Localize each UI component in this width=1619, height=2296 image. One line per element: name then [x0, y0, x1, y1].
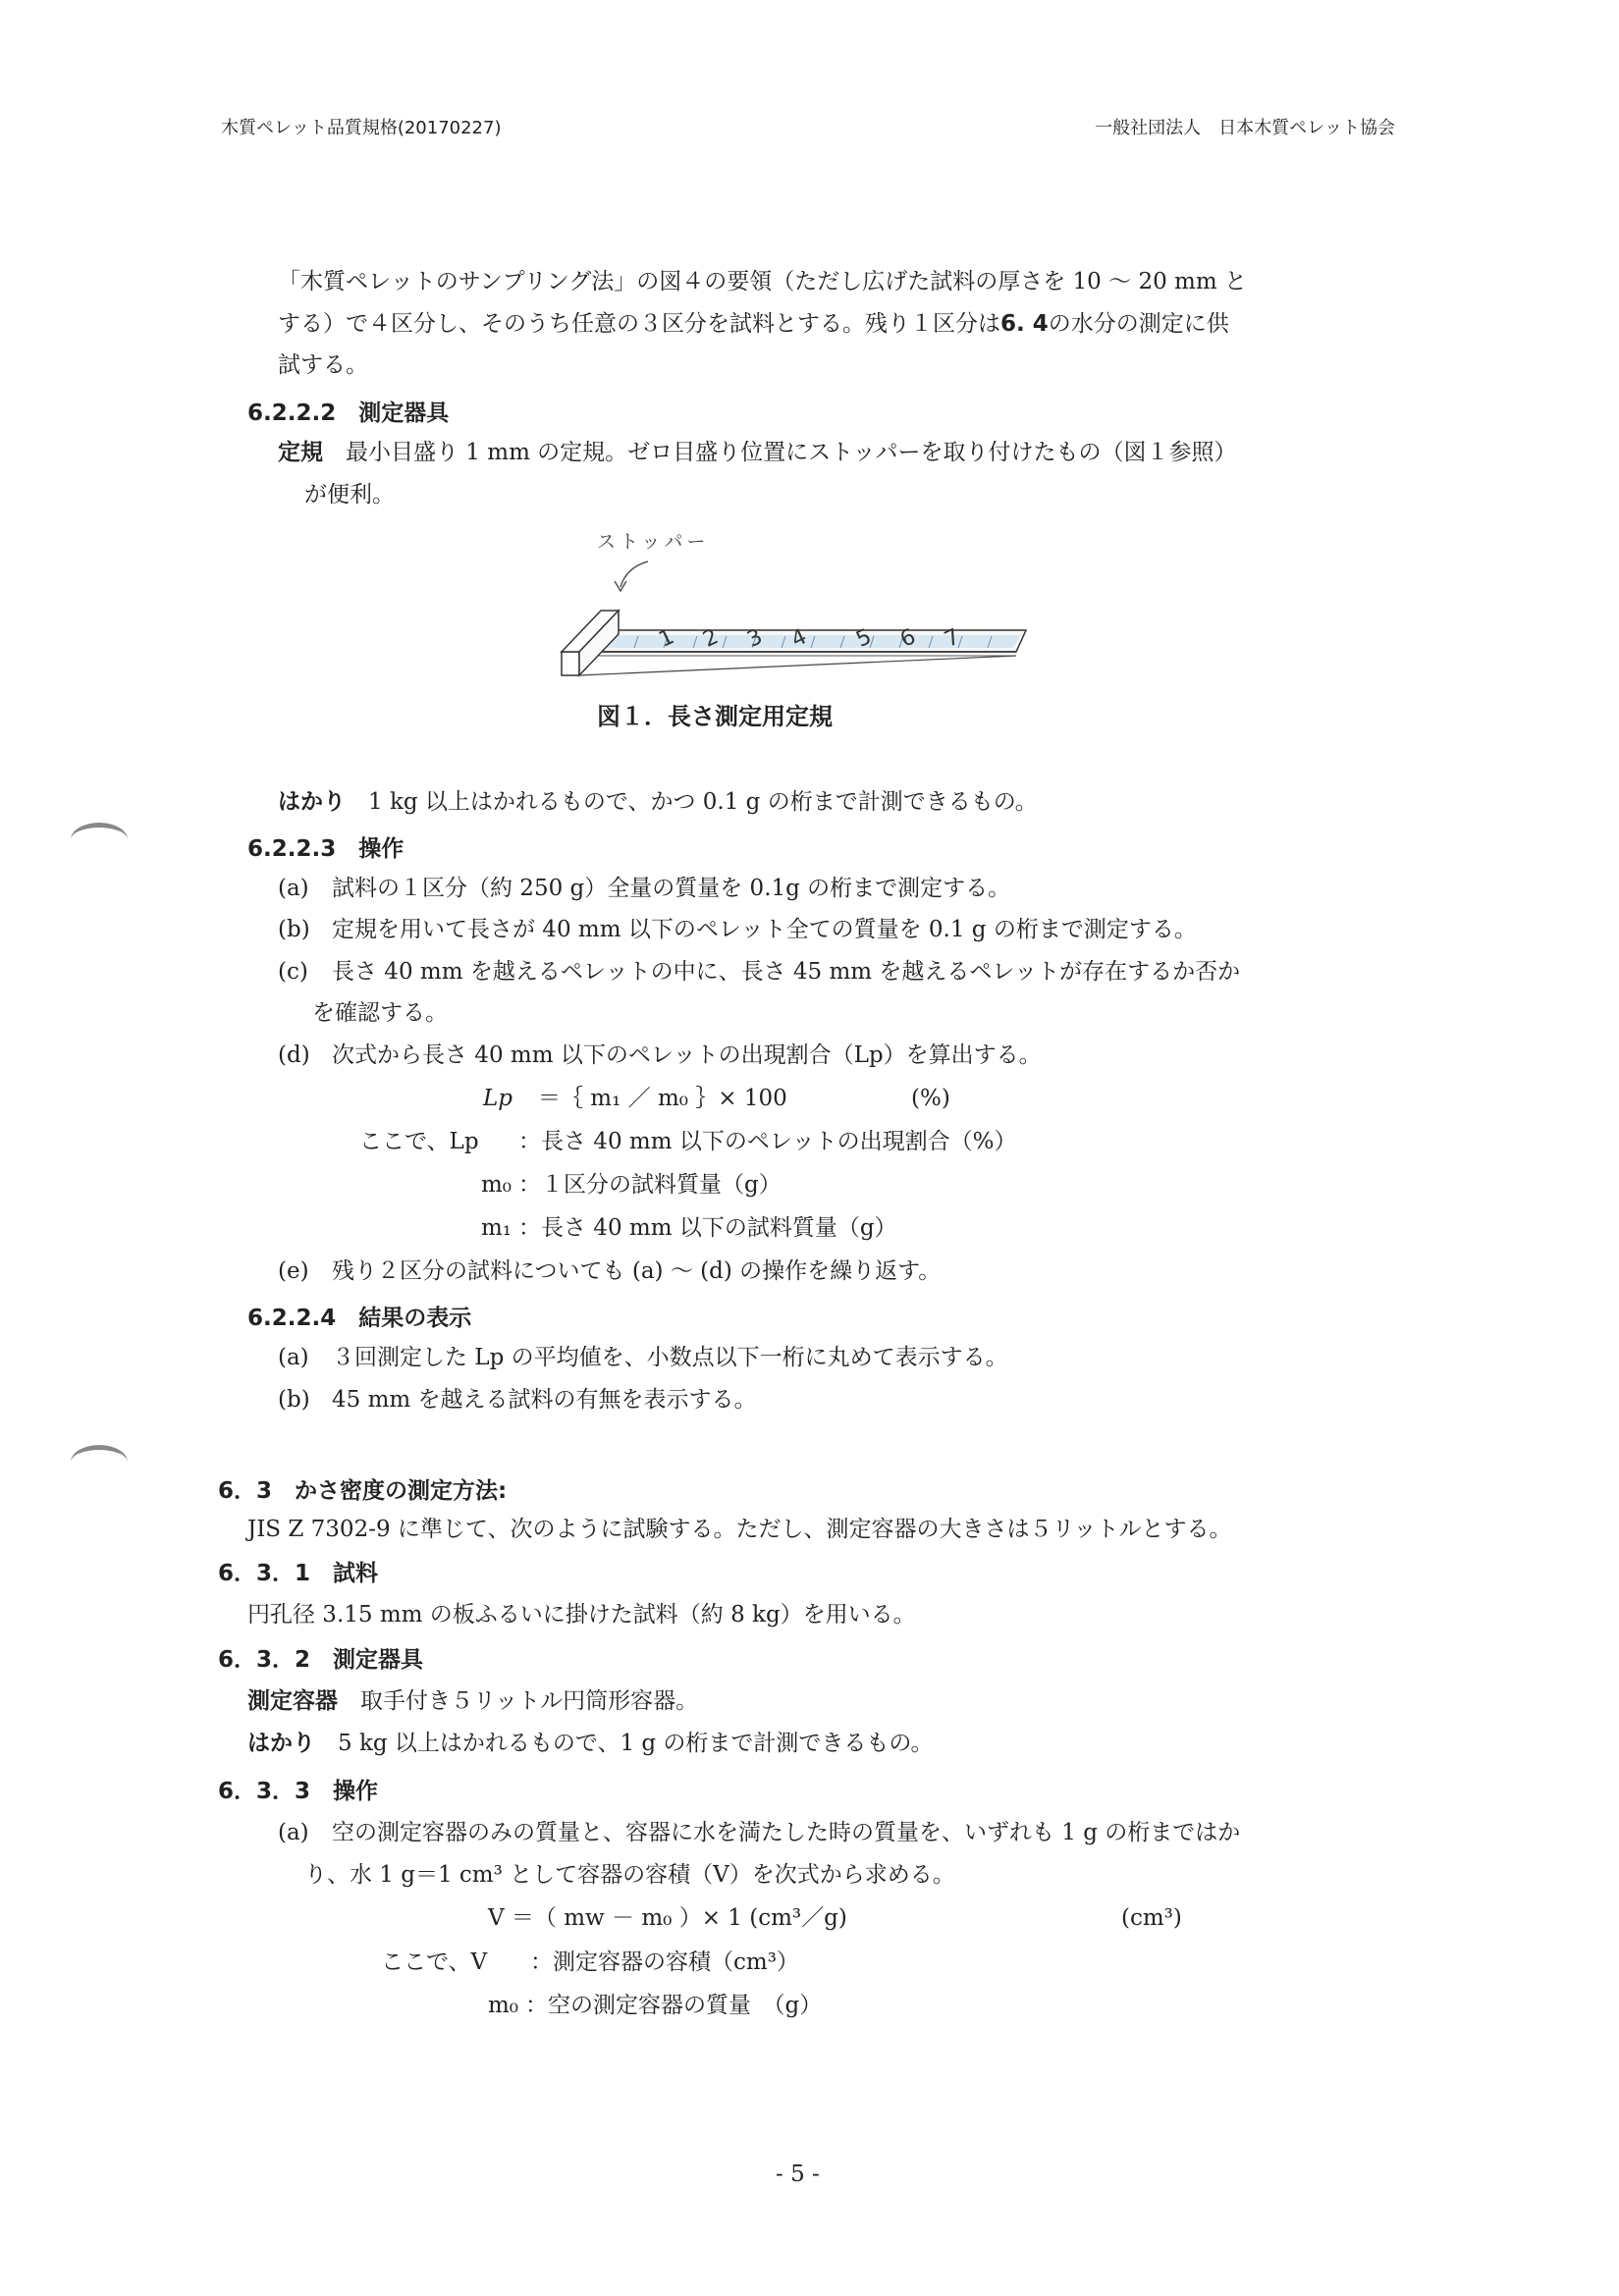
heading-6222: 6.2.2.2 測定器具 — [247, 400, 450, 426]
ruler-term: 定規 — [278, 440, 323, 465]
where-v-lead: ここで、V — [381, 1949, 488, 1975]
where-v-desc: ：測定容器の容積（cm³） — [530, 1949, 799, 1975]
step-d-label: (d) — [278, 1042, 310, 1068]
result-b-label: (b) — [278, 1387, 310, 1413]
where-m1-sym: m₁ — [481, 1215, 513, 1241]
s63-text: JIS Z 7302-9 に準じて、次のように試験する。ただし、測定容器の大きさは５リットルとする。 — [247, 1517, 1232, 1542]
intro-line-1: 「木質ペレットのサンプリング法」の図４の要領（ただし広げた試料の厚さを 10 ～ 20 mm と — [278, 269, 1247, 294]
where-lp-desc: ：長さ 40 mm 以下のペレットの出現割合（%） — [518, 1129, 1017, 1154]
scale-line — [278, 785, 1038, 819]
formula-lp-rhs: ＝｛ m₁ ／ m₀ ｝× 100 — [538, 1086, 787, 1111]
page-number: - 5 - — [776, 2162, 820, 2187]
heading-6223: 6.2.2.3 操作 — [247, 836, 405, 862]
ruler-figure — [530, 520, 1041, 687]
intro-line-3: 試する。 — [278, 352, 368, 378]
where-m1-desc: ：長さ 40 mm 以下の試料質量（g） — [518, 1215, 897, 1241]
heading-63: 6．3 かさ密度の測定方法: — [218, 1478, 508, 1504]
scale-5kg-line — [247, 1727, 934, 1760]
intro-line-2 — [278, 307, 1229, 341]
step-c-text-1: 長さ 40 mm を越えるペレットの中に、長さ 45 mm を越えるペレットが存在するか否か — [332, 959, 1241, 985]
figure-caption: 図１．長さ測定用定規 — [597, 703, 833, 730]
vol-a-text-1: 空の測定容器のみの質量と、容器に水を満たした時の質量を、いずれも 1 g の桁まではか — [332, 1820, 1241, 1845]
step-e-text: 残り２区分の試料についても (a) ～ (d) の操作を繰り返す。 — [332, 1258, 942, 1284]
step-c-text-2: を確認する。 — [312, 1000, 448, 1026]
header-left: 木質ペレット品質規格(20170227) — [221, 118, 502, 138]
scale-number-7: 7 — [941, 624, 964, 653]
intro-line-2-b: の水分の測定に供 — [1048, 311, 1229, 337]
s631-text: 円孔径 3.15 mm の板ふるいに掛けた試料（約 8 kg）を用いる。 — [247, 1602, 916, 1628]
ruler-text: 最小目盛り 1 mm の定規。ゼロ目盛り位置にストッパーを取り付けたもの（図１参照） — [346, 440, 1237, 465]
step-a-label: (a) — [278, 876, 309, 901]
scale-5kg-term: はかり — [247, 1731, 315, 1756]
step-a-text: 試料の１区分（約 250 g）全量の質量を 0.1g の桁まで測定する。 — [332, 876, 1011, 901]
step-e-label: (e) — [278, 1258, 309, 1284]
scale-number-3: 3 — [743, 624, 767, 653]
step-c-label: (c) — [278, 959, 308, 985]
header-right: 一般社団法人 日本木質ペレット協会 — [1095, 118, 1395, 138]
vol-a-label: (a) — [278, 1820, 309, 1845]
scale-number-5: 5 — [852, 624, 876, 653]
scale-number-6: 6 — [896, 624, 920, 653]
scale-number-2: 2 — [699, 624, 723, 653]
intro-section-ref: 6. 4 — [1000, 311, 1049, 337]
vol-a-text-2: り、水 1 g＝1 cm³ として容器の容積（V）を次式から求める。 — [304, 1862, 955, 1888]
step-d-text: 次式から長さ 40 mm 以下のペレットの出現割合（Lp）を算出する。 — [332, 1042, 1042, 1068]
result-a-text: ３回測定した Lp の平均値を、小数点以下一桁に丸めて表示する。 — [332, 1345, 1008, 1370]
formula-lp-lhs: Lp — [483, 1086, 513, 1111]
intro-line-2-a: する）で４区分し、そのうち任意の３区分を試料とする。残り１区分は — [278, 311, 1000, 337]
formula-lp-unit: (%) — [911, 1086, 950, 1111]
punch-hole-top — [71, 823, 128, 857]
ruler-drawing — [530, 520, 1041, 687]
heading-6224: 6.2.2.4 結果の表示 — [247, 1306, 472, 1331]
scale-text: 1 kg 以上はかれるもので、かつ 0.1 g の桁まで計測できるもの。 — [368, 789, 1038, 815]
ruler-line-2: が便利。 — [304, 482, 395, 507]
where-m0-sym: m₀ — [481, 1172, 513, 1198]
heading-633: 6．3．3 操作 — [218, 1779, 379, 1804]
ruler-line-1 — [278, 436, 1237, 469]
punch-hole-bottom — [71, 1445, 128, 1479]
container-text: 取手付き５リットル円筒形容器。 — [360, 1688, 699, 1714]
step-b-label: (b) — [278, 917, 310, 942]
result-a-label: (a) — [278, 1345, 309, 1370]
container-line — [247, 1684, 698, 1718]
where-lp-lead: ここで、Lp — [359, 1129, 479, 1154]
where-m0-desc: ：１区分の試料質量（g） — [518, 1172, 782, 1198]
scale-number-4: 4 — [787, 624, 811, 653]
step-b-text: 定規を用いて長さが 40 mm 以下のペレット全ての質量を 0.1 g の桁まで測定する。 — [332, 917, 1197, 942]
scale-5kg-text: 5 kg 以上はかれるもので、1 g の桁まで計測できるもの。 — [338, 1731, 934, 1756]
scale-number-1: 1 — [655, 624, 678, 653]
result-b-text: 45 mm を越える試料の有無を表示する。 — [332, 1387, 757, 1413]
heading-632: 6．3．2 測定器具 — [218, 1647, 424, 1673]
formula-v-unit: (cm³) — [1121, 1905, 1182, 1931]
stopper-label: ストッパー — [597, 531, 710, 553]
where-v-m0-desc: ：空の測定容器の質量 （g） — [525, 1993, 823, 2018]
heading-631: 6．3．1 試料 — [218, 1561, 379, 1586]
container-term: 測定容器 — [247, 1688, 338, 1714]
where-v-m0-sym: m₀ — [488, 1993, 519, 2018]
formula-v-expr: V ＝（ mw － m₀ ）× 1 (cm³／g) — [488, 1905, 847, 1931]
scale-term: はかり — [278, 789, 346, 815]
